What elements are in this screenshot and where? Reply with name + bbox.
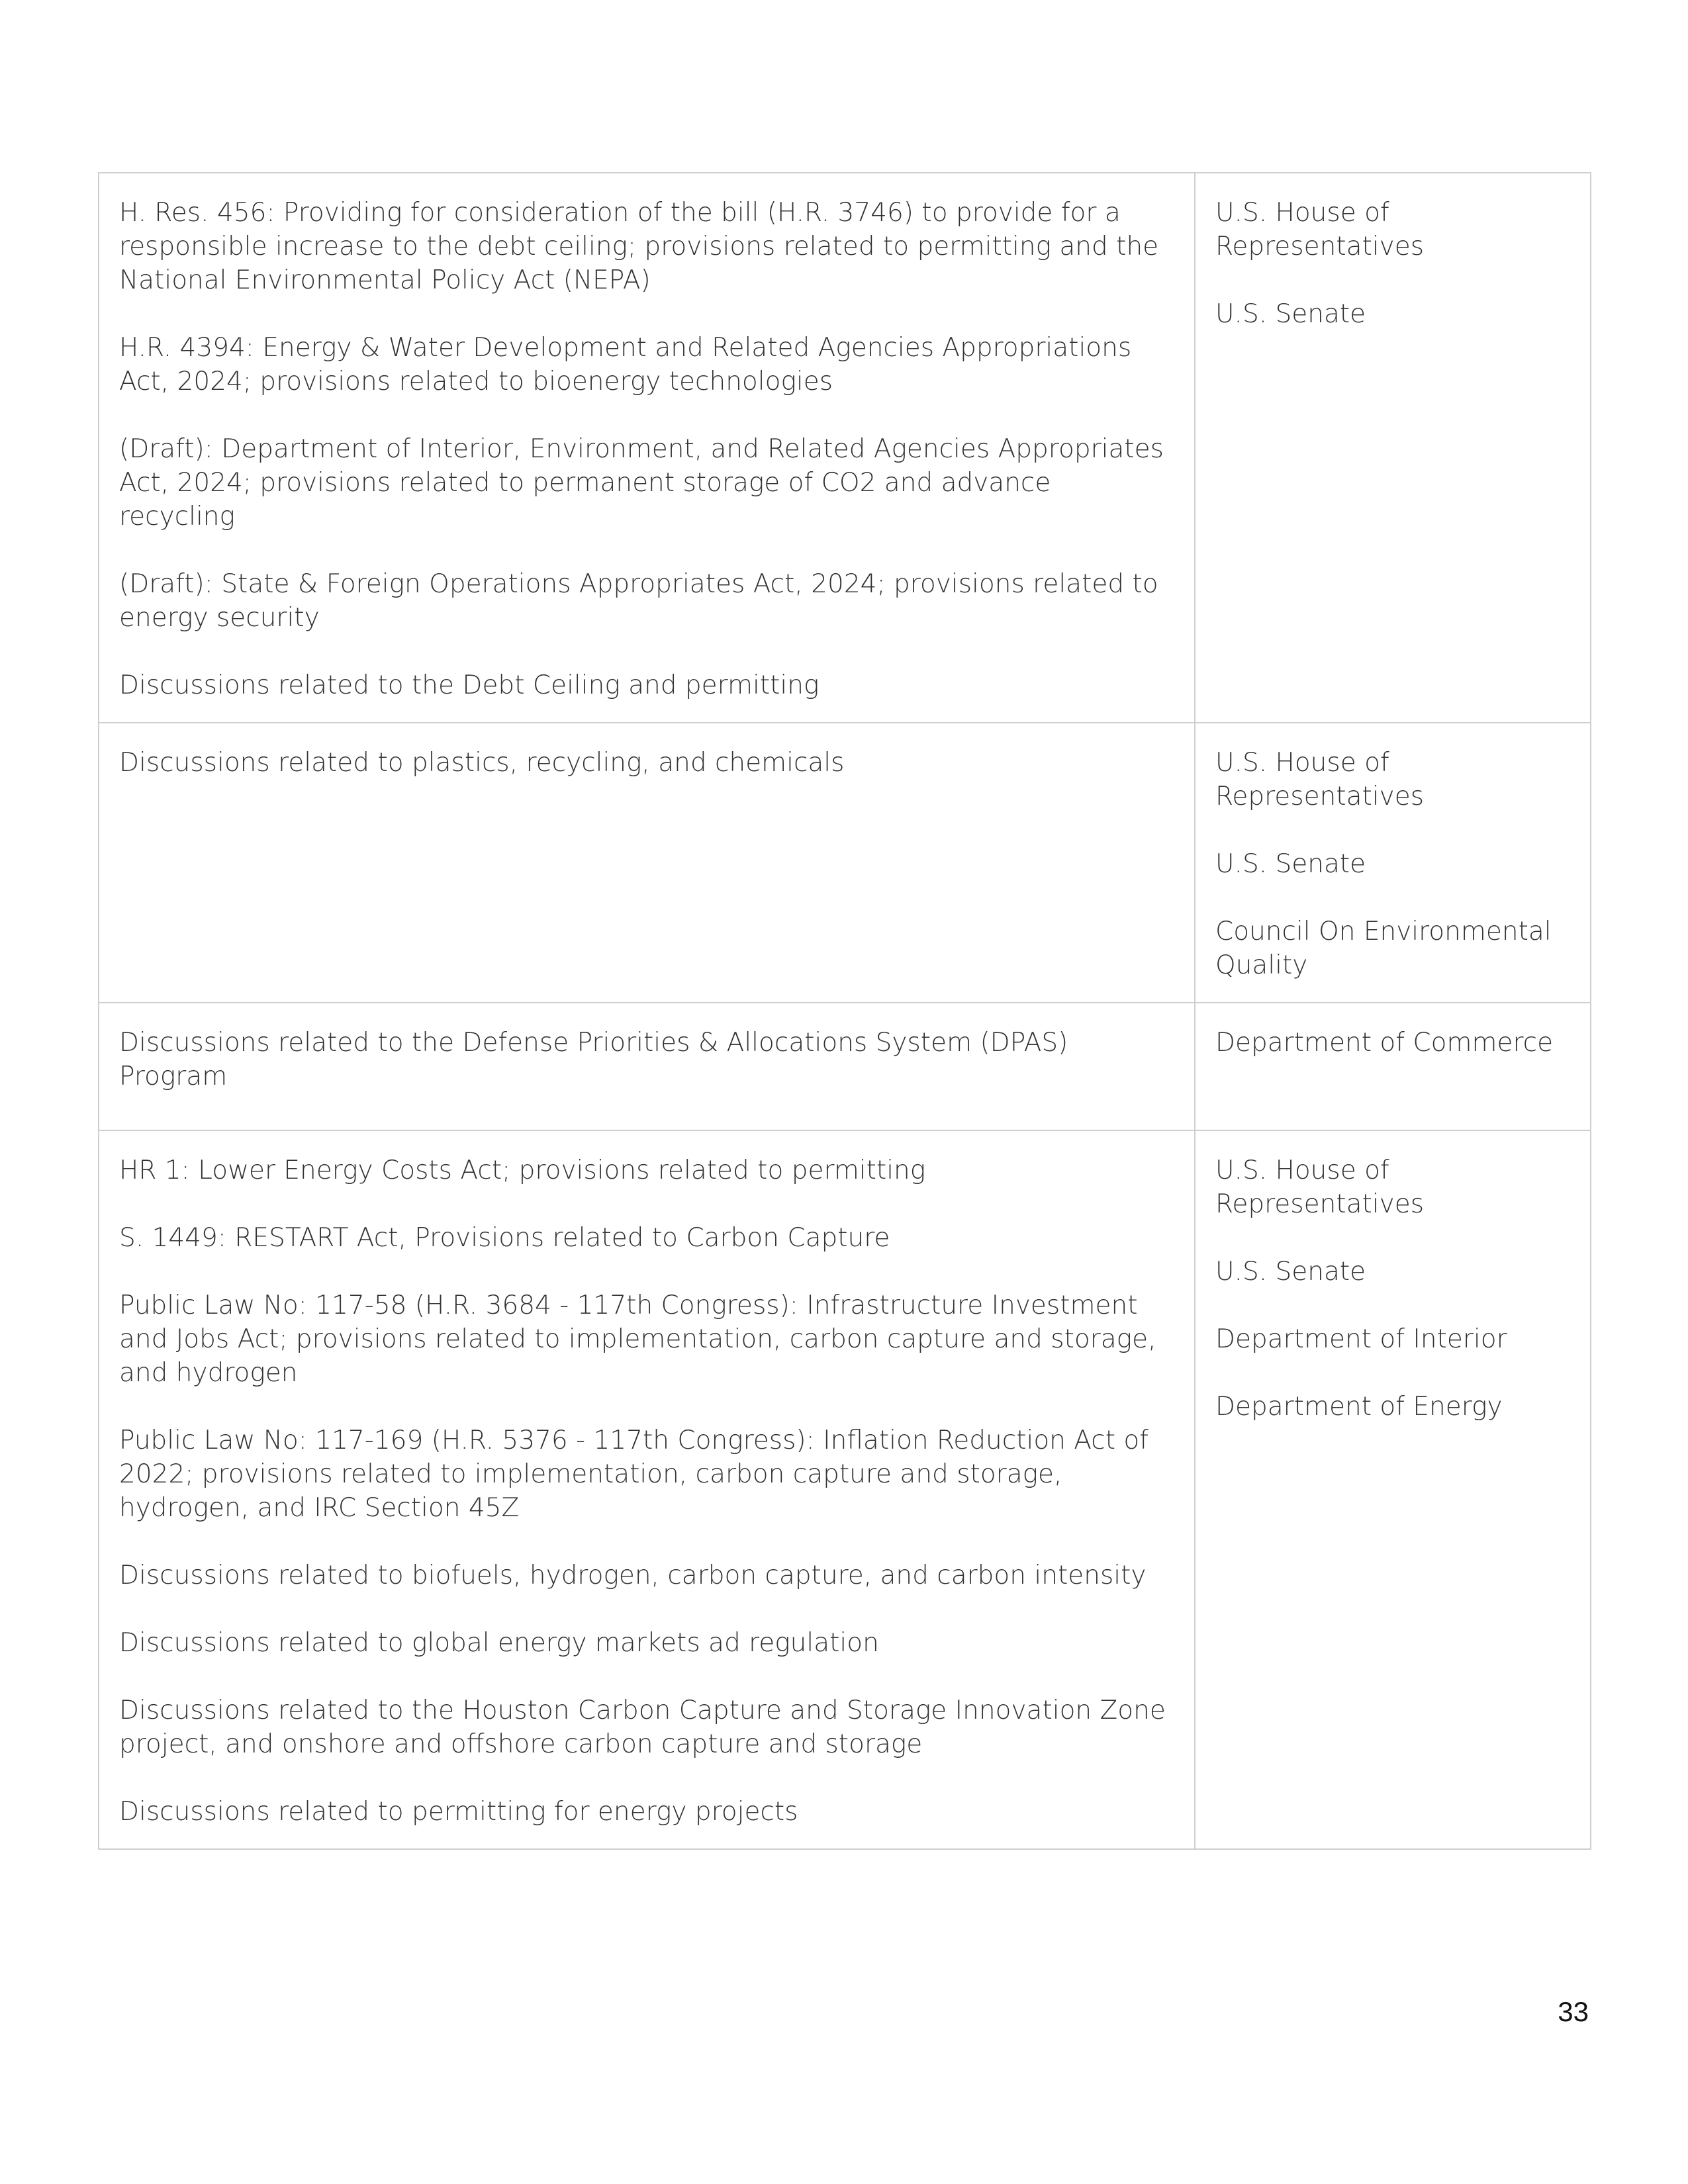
entity-text: U.S. House of Representatives xyxy=(1215,1156,1425,1219)
issue-text: Discussions related to permitting for energy projects xyxy=(119,1797,798,1827)
entities-cell xyxy=(1195,1130,1591,1849)
issue-text: Discussions related to the Debt Ceiling and permitting xyxy=(119,670,820,700)
entities-cell xyxy=(1195,1003,1591,1130)
issues-cell xyxy=(99,1003,1195,1130)
entity-text: U.S. House of Representatives xyxy=(1215,748,1425,811)
entity-text: Department of Energy xyxy=(1215,1392,1503,1422)
issue-text: HR 1: Lower Energy Costs Act; provisions related to permitting xyxy=(119,1156,926,1185)
issues-cell xyxy=(99,173,1195,723)
issue-text: (Draft): State & Foreign Operations Appropriates Act, 2024; provisions related to energy security xyxy=(119,569,1158,633)
entities-cell xyxy=(1195,173,1591,723)
table-row xyxy=(99,173,1591,723)
issue-text: H.R. 4394: Energy & Water Development and Related Agencies Appropriations Act, 2024; provisions related to bioenergy technologies xyxy=(119,333,1132,396)
entity-text: Department of Commerce xyxy=(1215,1028,1554,1058)
issue-text: (Draft): Department of Interior, Environment, and Related Agencies Appropriates Act, 2024; provisions related to permanent storage of CO2 and advance recycling xyxy=(119,434,1164,531)
issues-cell xyxy=(99,1130,1195,1849)
table-row xyxy=(99,1130,1591,1849)
entities-cell xyxy=(1195,723,1591,1003)
table-row xyxy=(99,1003,1591,1130)
issue-text: Discussions related to plastics, recycling, and chemicals xyxy=(119,748,845,778)
issue-text: Public Law No: 117-58 (H.R. 3684 - 117th Congress): Infrastructure Investment and Jobs Act; provisions related to implementation, carbon capture and storage, and hydrogen xyxy=(119,1291,1156,1388)
entity-text: U.S. Senate xyxy=(1215,849,1366,879)
entity-text: Department of Interior xyxy=(1215,1324,1507,1354)
entity-text: U.S. Senate xyxy=(1215,1257,1366,1287)
lobbying-table xyxy=(98,172,1591,1850)
issue-text: Public Law No: 117-169 (H.R. 5376 - 117th Congress): Inflation Reduction Act of 2022; provisions related to implementation, carbon capture and storage, hydrogen, and IRC Section 45Z xyxy=(119,1426,1149,1523)
issue-text: Discussions related to the Houston Carbon Capture and Storage Innovation Zone project, and onshore and offshore carbon capture and storage xyxy=(119,1696,1166,1759)
issue-text: Discussions related to biofuels, hydrogen, carbon capture, and carbon intensity xyxy=(119,1561,1147,1590)
page-number: 33 xyxy=(1558,1996,1589,2027)
entity-text: Council On Environmental Quality xyxy=(1215,917,1552,980)
issue-text: Discussions related to the Defense Priorities & Allocations System (DPAS) Program xyxy=(119,1028,1068,1091)
entity-text: U.S. Senate xyxy=(1215,299,1366,329)
issue-text: Discussions related to global energy markets ad regulation xyxy=(119,1628,879,1658)
issue-text: H. Res. 456: Providing for consideration of the bill (H.R. 3746) to provide for a responsible increase to the debt ceiling; provisions related to permitting and the National Environmental Policy Act (NEPA) xyxy=(119,198,1159,295)
issues-cell xyxy=(99,723,1195,1003)
issue-text: S. 1449: RESTART Act, Provisions related to Carbon Capture xyxy=(119,1223,890,1253)
entity-text: U.S. House of Representatives xyxy=(1215,198,1425,261)
table-row xyxy=(99,723,1591,1003)
